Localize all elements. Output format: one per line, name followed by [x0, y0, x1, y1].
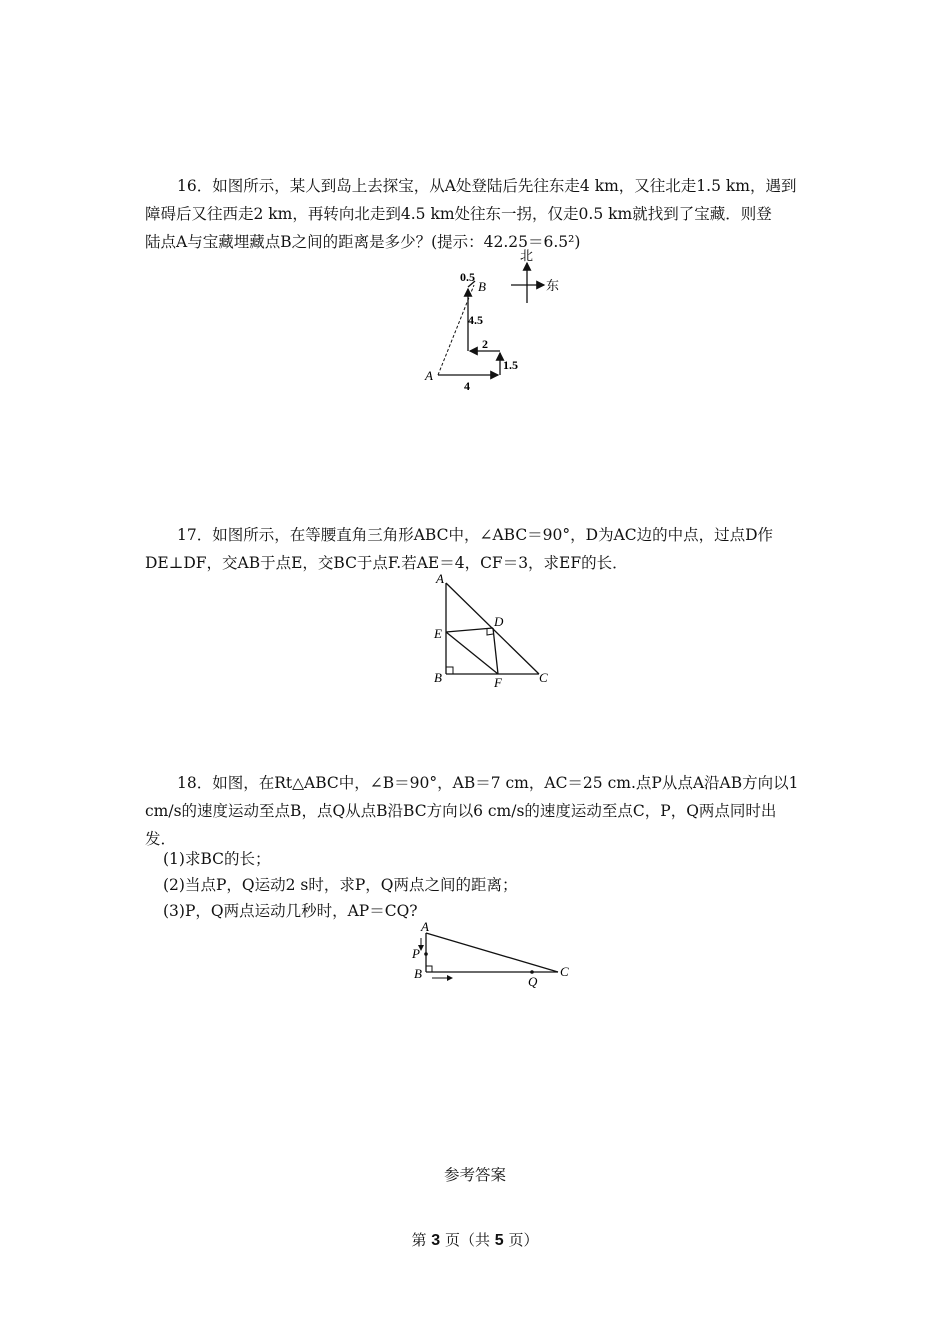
segment-DF	[493, 628, 498, 674]
label-4: 4	[464, 379, 470, 393]
q18-part-2: (2)当点P，Q运动2 s时，求P，Q两点之间的距离；	[163, 876, 518, 894]
page-footer	[0, 1229, 950, 1250]
q17-line-2: DE⊥DF，交AB于点E，交BC于点F.若AE＝4，CF＝3，求EF的长．	[145, 554, 628, 572]
label-0-5: 0.5	[460, 270, 475, 284]
q18-part-1: (1)求BC的长；	[163, 850, 271, 868]
label-B: B	[414, 966, 422, 981]
q16-line-1: 16．如图所示，某人到岛上去探宝，从A处登陆后先往东走4 km，又往北走1.5 km，遇到	[177, 177, 797, 195]
label-Q: Q	[528, 974, 538, 989]
compass-north-label: 北	[520, 248, 534, 263]
label-C: C	[539, 670, 548, 685]
point-P	[424, 952, 428, 956]
right-angle-mark-B	[446, 667, 453, 674]
footer-total-pages: 5	[494, 1232, 504, 1249]
answers-title: 参考答案	[443, 1166, 506, 1184]
label-B: B	[434, 670, 442, 685]
label-F: F	[494, 675, 502, 690]
segment-AC	[426, 933, 558, 972]
label-P: P	[412, 946, 420, 961]
label-4-5: 4.5	[468, 313, 483, 327]
label-A: A	[425, 368, 433, 383]
label-A: A	[436, 571, 444, 586]
question-17	[145, 521, 810, 577]
q16-figure	[420, 245, 570, 395]
segment-EF	[446, 632, 498, 674]
label-D: D	[494, 614, 504, 629]
question-18	[145, 769, 810, 853]
compass-east-label: 东	[546, 278, 560, 293]
question-16	[145, 172, 810, 256]
footer-prefix: 第	[411, 1231, 427, 1249]
label-E: E	[434, 626, 442, 641]
q18-figure	[405, 918, 580, 990]
footer-page-number: 3	[431, 1232, 441, 1249]
footer-middle: 页（共	[444, 1231, 490, 1249]
q18-line-1: 18．如图，在Rt△ABC中，∠B＝90°，AB＝7 cm，AC＝25 cm.点P从点A沿AB方向以1	[177, 774, 799, 792]
label-B: B	[478, 279, 486, 294]
label-C: C	[560, 964, 569, 979]
right-angle-mark-D	[487, 629, 493, 635]
q16-line-2: 障碍后又往西走2 km，再转向北走到4.5 km处往东一拐，仅走0.5 km就找到了宝藏．则登	[145, 205, 772, 223]
q18-line-2: cm/s的速度运动至点B，点Q从点B沿BC方向以6 cm/s的速度运动至点C，P，Q两点同时出	[145, 802, 777, 820]
q16-line-3: 陆点A与宝藏埋藏点B之间的距离是多少？(提示：42.25＝6.5²)	[145, 233, 581, 251]
footer-suffix: 页）	[508, 1231, 539, 1249]
label-A: A	[421, 919, 429, 934]
label-2: 2	[482, 337, 488, 351]
q18-part-3: (3)P，Q两点运动几秒时，AP＝CQ?	[163, 902, 418, 920]
label-1-5: 1.5	[503, 358, 518, 372]
right-angle-mark-B	[426, 966, 432, 972]
q17-figure	[425, 570, 560, 690]
segment-ED	[446, 628, 493, 632]
q18-line-3: 发．	[145, 830, 177, 848]
q17-line-1: 17．如图所示，在等腰直角三角形ABC中，∠ABC＝90°，D为AC边的中点，过点D作	[177, 526, 774, 544]
